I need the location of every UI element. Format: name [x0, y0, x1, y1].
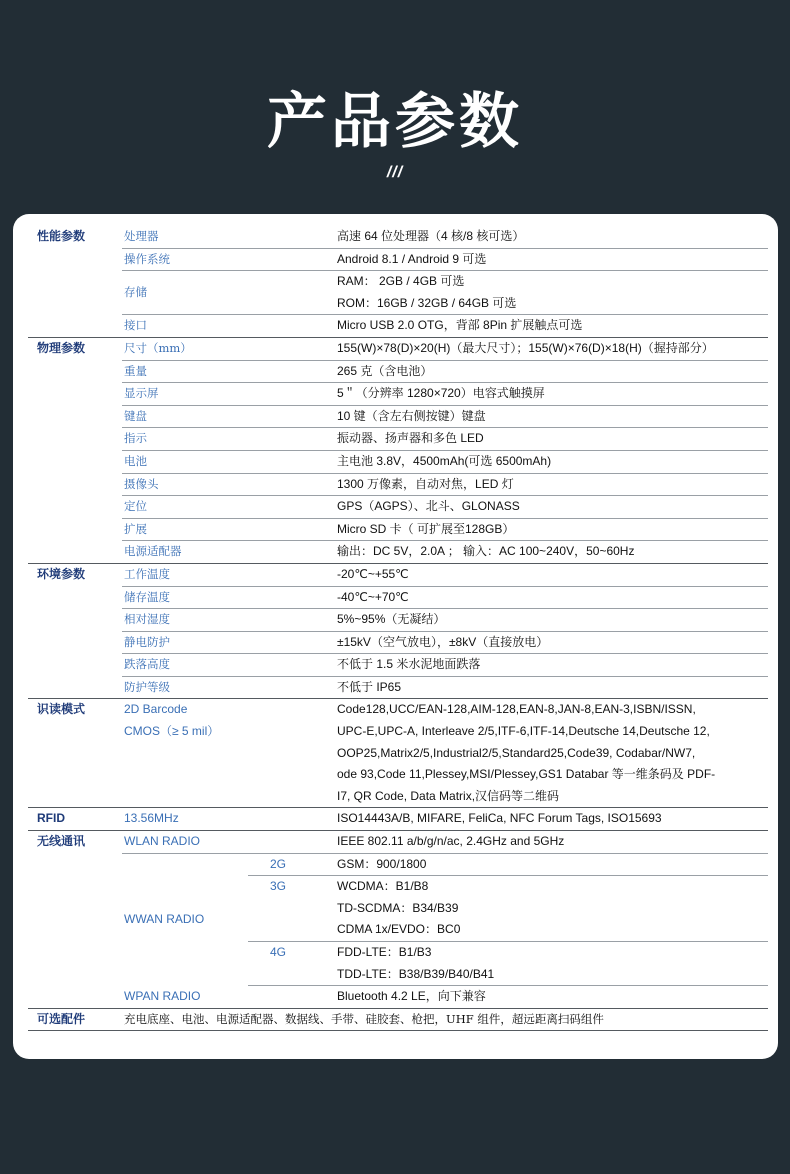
section-env: 环境参数	[28, 563, 122, 699]
spec-card	[13, 214, 778, 1059]
table-row	[28, 1008, 768, 1031]
row-value: -20℃~+55℃	[248, 563, 768, 586]
row-value: 振动器、扬声器和多色 LED	[248, 428, 768, 451]
section-phys: 物理参数	[28, 337, 122, 563]
table-row	[28, 853, 768, 876]
row-value: CDMA 1x/EVDO：BC0	[336, 919, 768, 941]
table-row	[28, 609, 768, 632]
row-label: 13.56MHz	[122, 808, 248, 831]
table-row	[28, 428, 768, 451]
table-row	[28, 405, 768, 428]
section-options: 可选配件	[28, 1008, 122, 1031]
table-row	[28, 631, 768, 654]
symbology-line: I7, QR Code, Data Matrix,汉信码等二维码	[337, 788, 560, 803]
row-label: 跌落高度	[122, 654, 248, 677]
table-row	[28, 226, 768, 248]
row-value: 不低于 1.5 米水泥地面跌落	[248, 654, 768, 677]
table-row	[28, 586, 768, 609]
table-row	[28, 360, 768, 383]
row-label: 定位	[122, 496, 248, 519]
table-row	[28, 315, 768, 338]
table-row	[28, 563, 768, 586]
row-label: 摄像头	[122, 473, 248, 496]
row-label: 储存温度	[122, 586, 248, 609]
row-value: 主电池 3.8V，4500mAh(可选 6500mAh)	[248, 450, 768, 473]
row-label: 处理器	[122, 226, 248, 248]
table-row	[28, 337, 768, 360]
row-value: GPS（AGPS）、北斗、GLONASS	[248, 496, 768, 519]
wwan-label: WWAN RADIO	[124, 911, 205, 926]
row-value: WCDMA：B1/B8	[337, 879, 429, 894]
section-rfid: RFID	[28, 808, 122, 831]
band-4g: 4G	[248, 942, 336, 986]
table-row	[28, 986, 768, 1009]
barcode-label-1: 2D Barcode	[124, 702, 188, 717]
symbology-line: UPC-E,UPC-A, Interleave 2/5,ITF-6,ITF-14,Deutsche 14,Deutsche 12,	[337, 724, 710, 739]
row-label: 操作系统	[122, 248, 248, 271]
table-row	[28, 383, 768, 406]
row-value: RAM： 2GB / 4GB 可选	[337, 274, 465, 289]
row-value: 1300 万像素，自动对焦，LED 灯	[248, 473, 768, 496]
row-value: Android 8.1 / Android 9 可选	[248, 248, 768, 271]
row-value: 高速 64 位处理器（4 核/8 核可选）	[248, 226, 768, 248]
band-3g: 3G	[248, 876, 336, 942]
row-label: 键盘	[122, 405, 248, 428]
row-value: Micro USB 2.0 OTG，背部 8Pin 扩展触点可选	[248, 315, 768, 338]
row-label: 静电防护	[122, 631, 248, 654]
row-value: Micro SD 卡（ 可扩展至128GB）	[248, 518, 768, 541]
section-wireless: 无线通讯	[28, 831, 122, 1009]
page-title: 产品参数	[267, 87, 523, 157]
row-label: 扩展	[122, 518, 248, 541]
row-label: 指示	[122, 428, 248, 451]
row-value: TD-SCDMA：B34/B39	[337, 900, 459, 915]
row-label: 重量	[122, 360, 248, 383]
row-value: ROM：16GB / 32GB / 64GB 可选	[248, 293, 768, 315]
row-value: FDD-LTE：B1/B3	[337, 945, 432, 959]
row-label: 接口	[122, 315, 248, 338]
row-label: WLAN RADIO	[122, 831, 248, 854]
row-value: IEEE 802.11 a/b/g/n/ac, 2.4GHz and 5GHz	[248, 831, 768, 854]
barcode-label-2: CMOS（≥ 5 mil）	[124, 724, 220, 739]
row-label: 电源适配器	[122, 541, 248, 564]
table-row	[28, 831, 768, 854]
table-row	[28, 473, 768, 496]
row-value: 5%~95%（无凝结）	[248, 609, 768, 632]
header	[0, 0, 790, 215]
symbology-line: ode 93,Code 11,Plessey,MSI/Plessey,GS1 Databar 等一维条码及 PDF-	[337, 767, 716, 782]
row-label: 电池	[122, 450, 248, 473]
row-value: 5＂（分辨率 1280×720）电容式触摸屏	[248, 383, 768, 406]
row-value: 155(W)×78(D)×20(H)（最大尺寸）；155(W)×76(D)×18(H)（握持部分）	[248, 337, 768, 360]
row-value: TDD-LTE：B38/B39/B40/B41	[336, 964, 768, 986]
barcode-symbologies	[248, 699, 768, 808]
row-label: 尺寸（mm）	[122, 337, 248, 360]
spec-table	[28, 226, 768, 1031]
barcode-label	[122, 699, 248, 808]
row-label: 防护等级	[122, 676, 248, 699]
table-row	[28, 699, 768, 808]
table-row	[28, 271, 768, 293]
row-value: 265 克（含电池）	[248, 360, 768, 383]
section-read: 识读模式	[28, 699, 122, 808]
band-2g: 2G	[248, 853, 336, 876]
row-label: 相对湿度	[122, 609, 248, 632]
accessories-value: 充电底座、电池、电源适配器、数据线、手带、硅胶套、枪把，UHF 组件，超远距离扫码组件	[122, 1008, 768, 1031]
section-perf: 性能参数	[28, 226, 122, 337]
table-row	[28, 808, 768, 831]
table-row	[28, 541, 768, 564]
row-value: GSM：900/1800	[336, 853, 768, 876]
table-row	[28, 496, 768, 519]
row-value: 输出：DC 5V，2.0A ； 输入：AC 100~240V，50~60Hz	[248, 541, 768, 564]
table-row	[28, 676, 768, 699]
title-decoration: ///	[386, 164, 404, 181]
table-row	[28, 248, 768, 271]
row-value: ±15kV（空气放电），±8kV（直接放电）	[248, 631, 768, 654]
row-value: 10 键（含左右侧按键）键盘	[248, 405, 768, 428]
row-value: Bluetooth 4.2 LE，向下兼容	[248, 986, 768, 1009]
row-label: 存储	[122, 271, 248, 315]
row-label: WPAN RADIO	[122, 986, 248, 1009]
symbology-line: OOP25,Matrix2/5,Industrial2/5,Standard25,Code39, Codabar/NW7,	[337, 745, 696, 760]
symbology-line: Code128,UCC/EAN-128,AIM-128,EAN-8,JAN-8,EAN-3,ISBN/ISSN,	[337, 702, 696, 717]
table-row	[28, 518, 768, 541]
table-row	[28, 450, 768, 473]
row-label: 显示屏	[122, 383, 248, 406]
row-value: ISO14443A/B, MIFARE, FeliCa, NFC Forum Tags, ISO15693	[248, 808, 768, 831]
table-row	[28, 654, 768, 677]
row-value: -40℃~+70℃	[248, 586, 768, 609]
row-label: 工作温度	[122, 563, 248, 586]
row-value: 不低于 IP65	[248, 676, 768, 699]
